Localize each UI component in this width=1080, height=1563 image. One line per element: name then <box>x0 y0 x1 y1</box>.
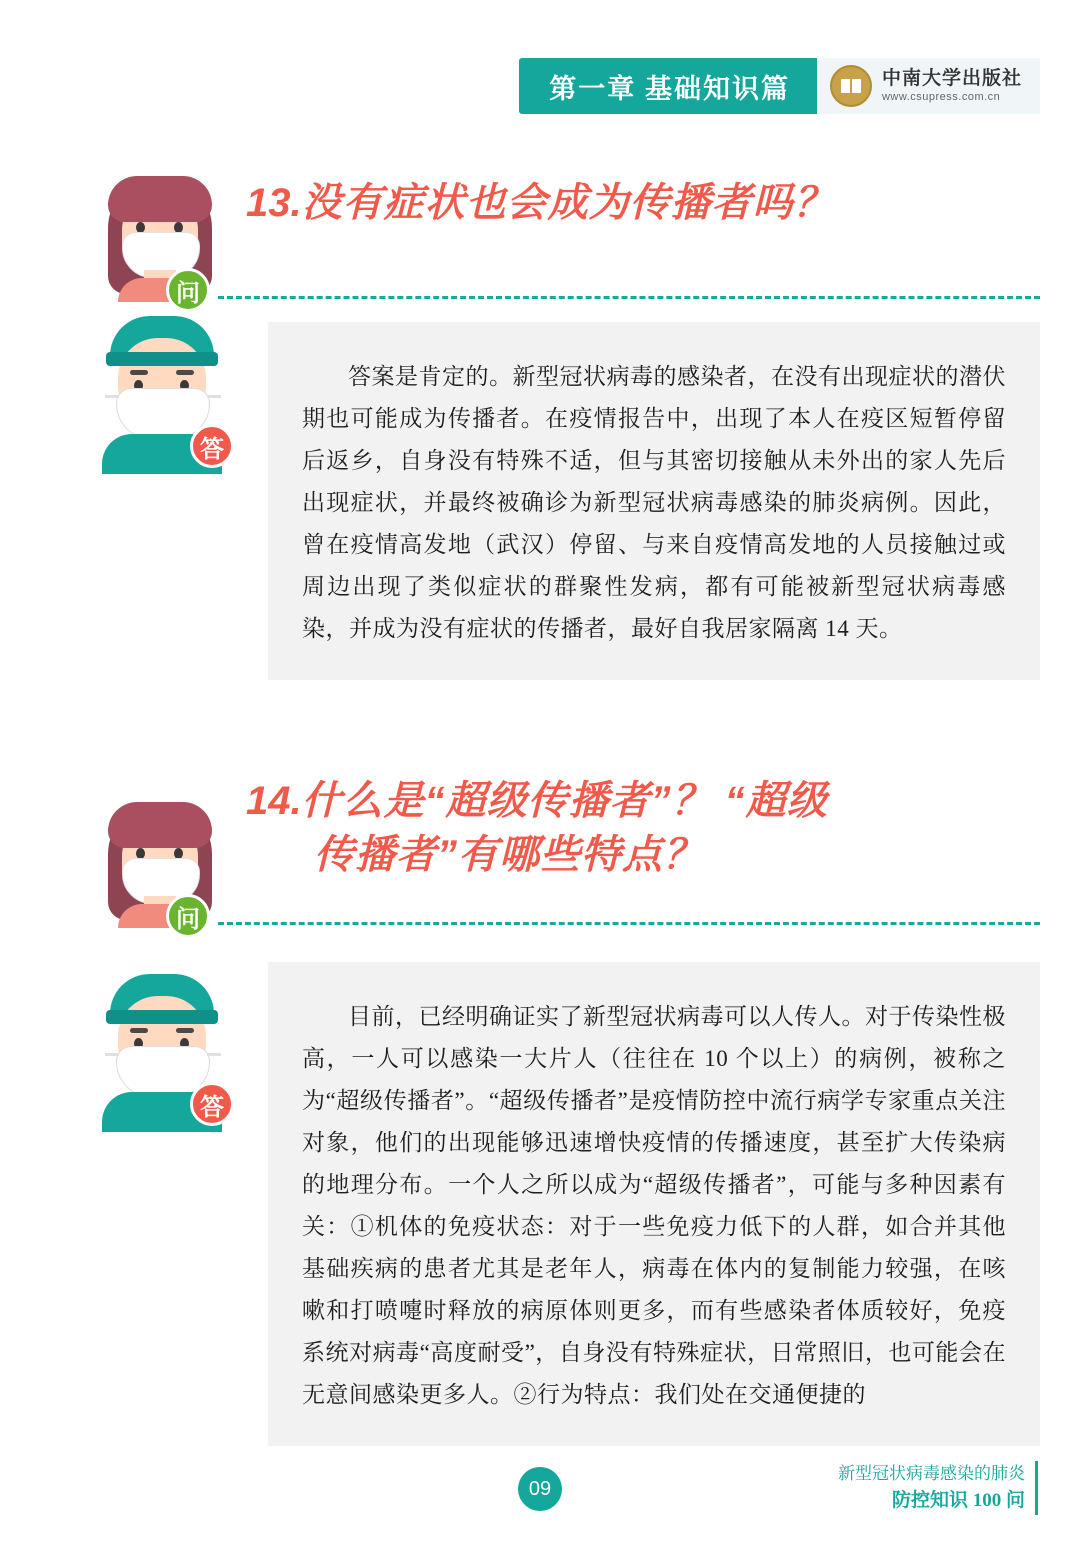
publisher-name: 中南大学出版社 <box>881 68 1022 90</box>
question-title-13 <box>246 176 1046 230</box>
qa-block-14 <box>0 780 1080 1420</box>
divider-14 <box>218 922 1040 925</box>
answer-row-14 <box>0 940 1080 1420</box>
question-title-14 <box>246 774 1046 882</box>
qa-block-13 <box>0 170 1080 690</box>
question-row-13 <box>0 170 1080 307</box>
ask-badge: 问 <box>166 894 210 938</box>
question-text-13: 没有症状也会成为传播者吗？ <box>301 181 835 225</box>
answer-text-14: 目前，已经明确证实了新型冠状病毒可以人传人。对于传染性极高，一人可以感染一大片人（往往在 10 个以上）的病例，被称之为“超级传播者”。“超级传播者”是疫情防控中流行病学专家重点关注对象，他们的出现能够迅速增快疫情的传播速度，甚至扩大传染病的地理分布。一个人之所以成为“超级传播者”，可能与多种因素有关：①机体的免疫状态：对于一些免疫力低下的人群，如合并其他基础疾病的患者尤其是老年人，病毒在体内的复制能力较强，在咳嗽和打喷嚏时释放的病原体则更多，而有些感染者体质较好，免疫系统对病毒“高度耐受”，自身没有特殊症状，日常照旧，也可能会在无意间感染更多人。②行为特点：我们处在交通便捷的 <box>302 1004 1006 1407</box>
publisher-url: www.csupress.com.cn <box>881 91 1001 103</box>
divider-13 <box>218 296 1040 299</box>
book-title-line2: 防控知识 100 问 <box>891 1489 1025 1511</box>
book-seal-icon <box>830 65 872 107</box>
question-row-14 <box>0 780 1080 940</box>
book-title-line1: 新型冠状病毒感染的肺炎 <box>838 1464 1025 1483</box>
ask-badge: 问 <box>166 268 210 312</box>
answer-badge: 答 <box>190 424 234 468</box>
answer-badge: 答 <box>190 1082 234 1126</box>
publisher-text <box>882 67 1022 105</box>
page-header <box>519 58 1040 114</box>
question-text-14-line1: 什么是“超级传播者”？ “超级 <box>301 779 828 823</box>
book-title-footer <box>838 1461 1038 1515</box>
answer-row-13 <box>0 300 1080 690</box>
chapter-banner: 第一章 基础知识篇 <box>519 58 816 114</box>
publisher-block <box>816 58 1040 114</box>
question-text-14-line2: 传播者”有哪些特点？ <box>314 833 704 877</box>
answer-box-14 <box>268 962 1040 1446</box>
answer-box-13 <box>268 322 1040 680</box>
page-number: 09 <box>518 1467 562 1511</box>
question-number-13: 13. <box>246 181 302 225</box>
question-number-14: 14. <box>246 779 302 823</box>
answer-text-13: 答案是肯定的。新型冠状病毒的感染者，在没有出现症状的潜伏期也可能成为传播者。在疫情报告中，出现了本人在疫区短暂停留后返乡，自身没有特殊不适，但与其密切接触从未外出的家人先后出现症状，并最终被确诊为新型冠状病毒感染的肺炎病例。因此，曾在疫情高发地（武汉）停留、与来自疫情高发地的人员接触过或周边出现了类似症状的群聚性发病，都有可能被新型冠状病毒感染，并成为没有症状的传播者，最好自我居家隔离 14 天。 <box>302 364 1006 641</box>
